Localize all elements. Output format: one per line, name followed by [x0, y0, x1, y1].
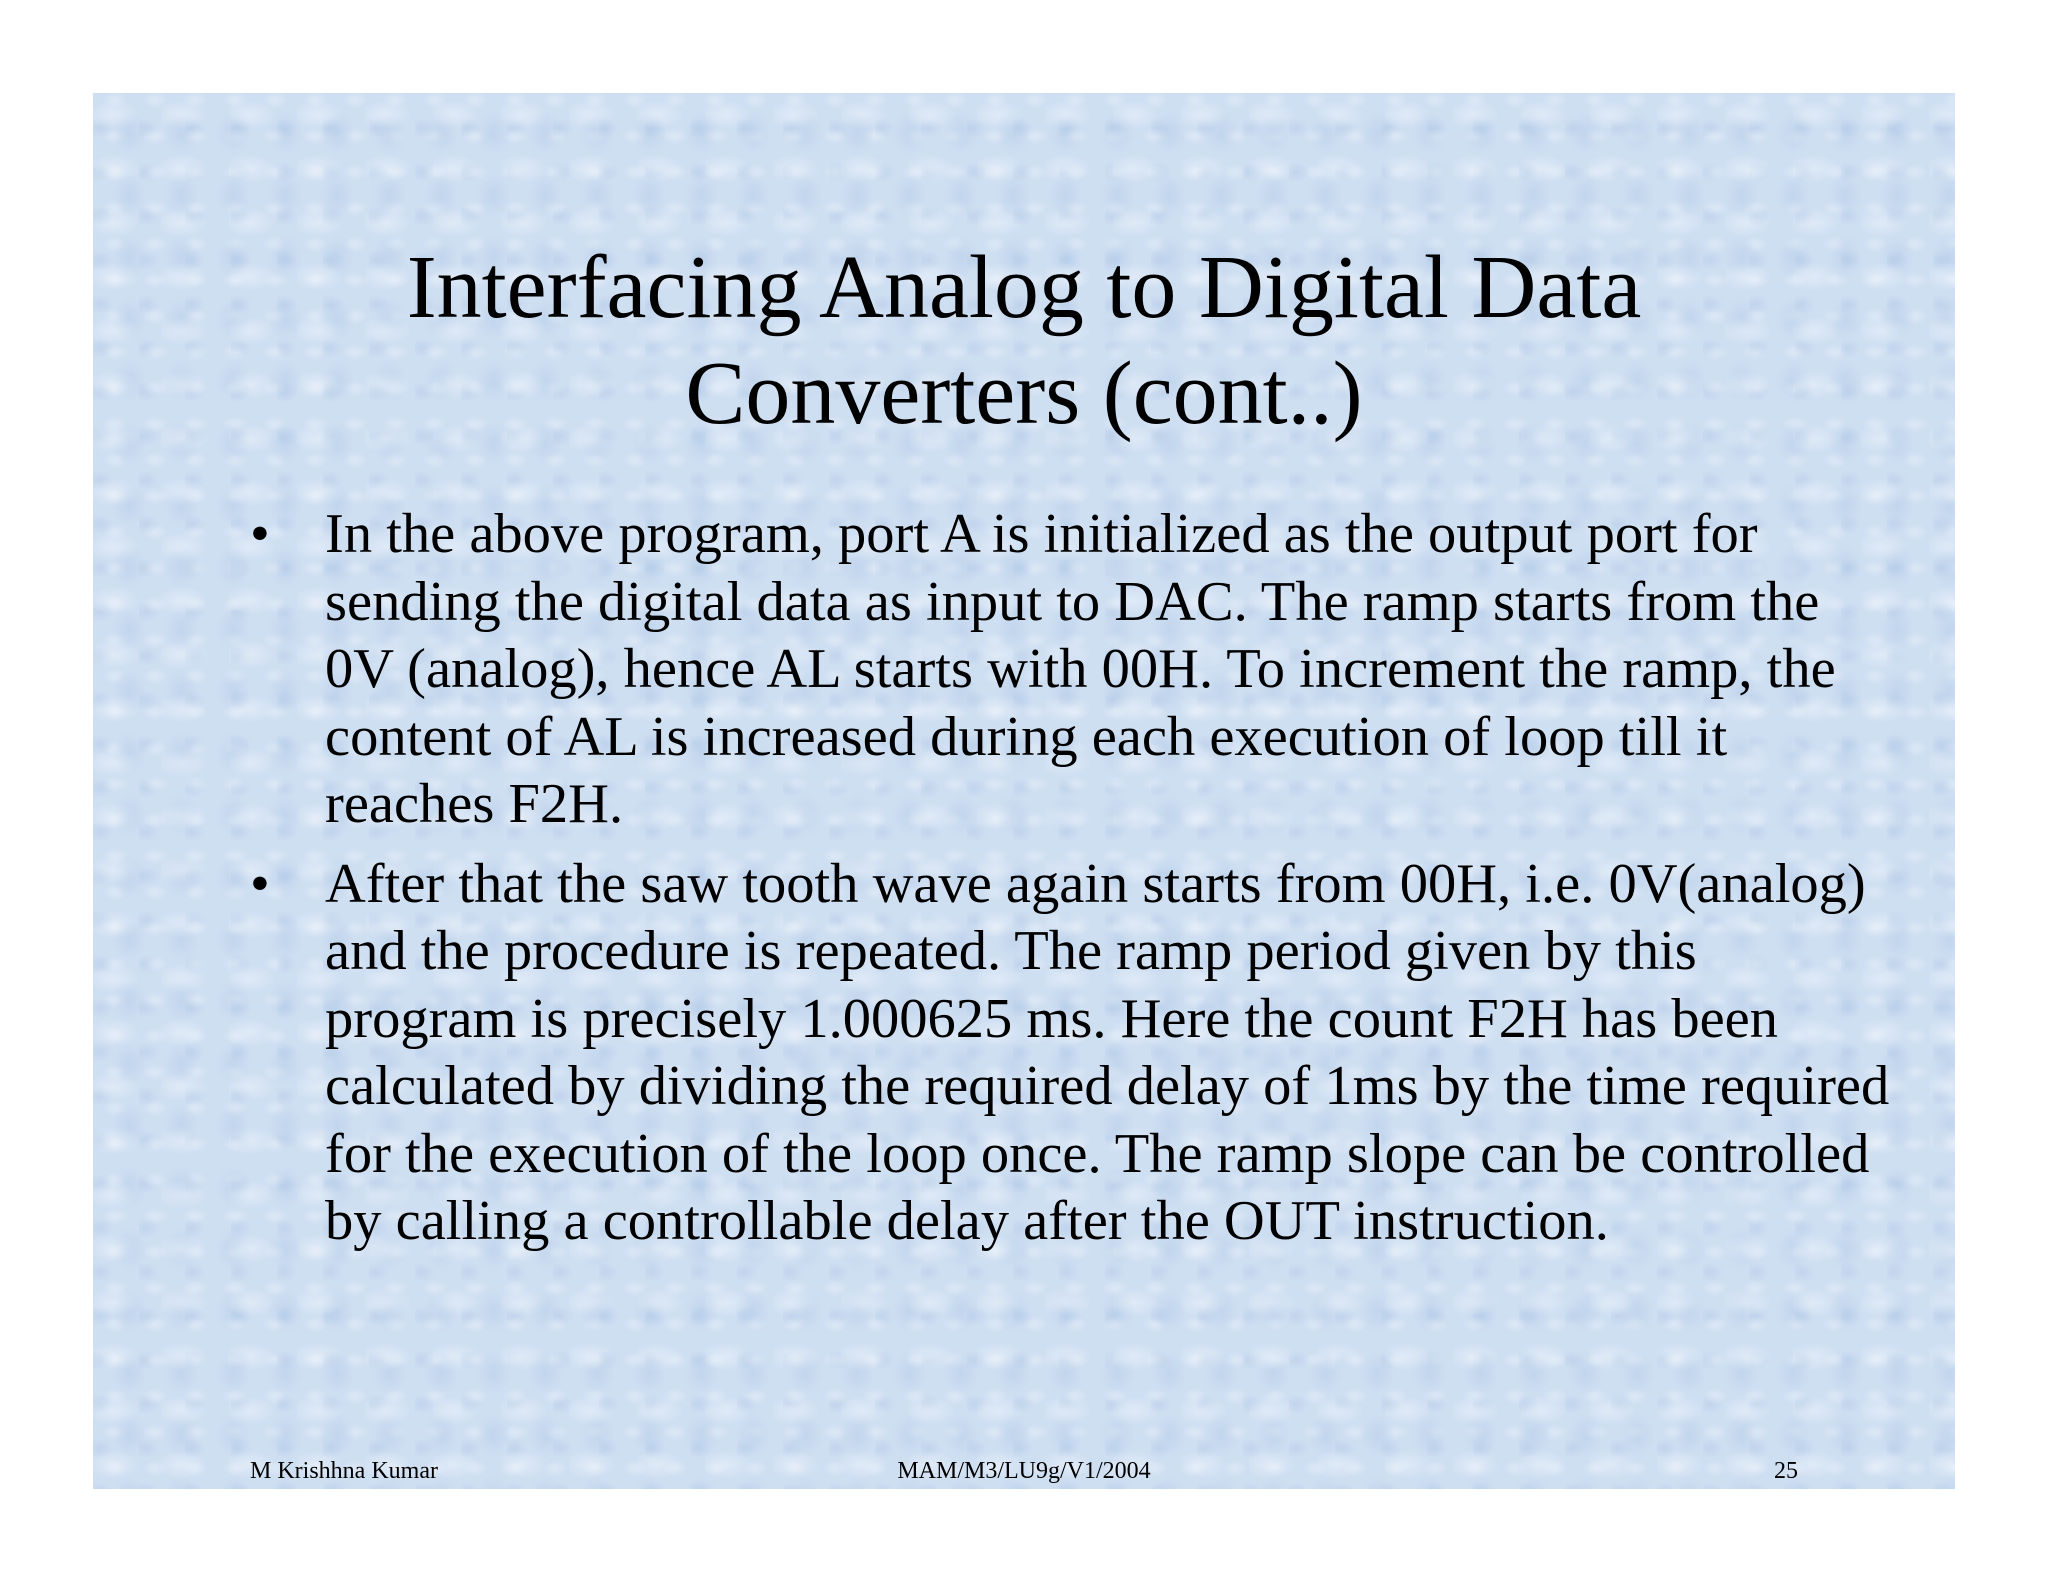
slide	[93, 93, 1955, 1489]
bullet-item	[250, 501, 1890, 839]
slide-title	[93, 235, 1955, 447]
footer-code: MAM/M3/LU9g/V1/2004	[897, 1458, 1151, 1484]
bullet-icon: •	[250, 503, 270, 565]
footer-author: M Krishhna Kumar	[250, 1458, 438, 1484]
slide-title-line-1: Interfacing Analog to Digital Data	[406, 238, 1642, 337]
bullet-text: In the above program, port A is initialized as the output port for sending the digital data as input to DAC. The ramp starts from the 0V (analog), hence AL starts with 00H. To increment the ramp, the content of AL is increased during each execution of loop till it reaches F2H.	[325, 503, 1836, 835]
bullet-text: After that the saw tooth wave again starts from 00H, i.e. 0V(analog) and the procedure is repeated. The ramp period given by this program is precisely 1.000625 ms. Here the count F2H has been calculated by dividing the required delay of 1ms by the time required for the execution of the loop once. The ramp slope can be controlled by calling a controllable delay after the OUT instruction.	[325, 852, 1890, 1252]
bullet-item	[250, 851, 1890, 1256]
slide-title-line-2: Converters (cont..)	[685, 344, 1363, 443]
footer-page-number: 25	[1774, 1458, 1798, 1484]
bullet-list	[250, 501, 1890, 1268]
bullet-icon: •	[250, 852, 270, 915]
